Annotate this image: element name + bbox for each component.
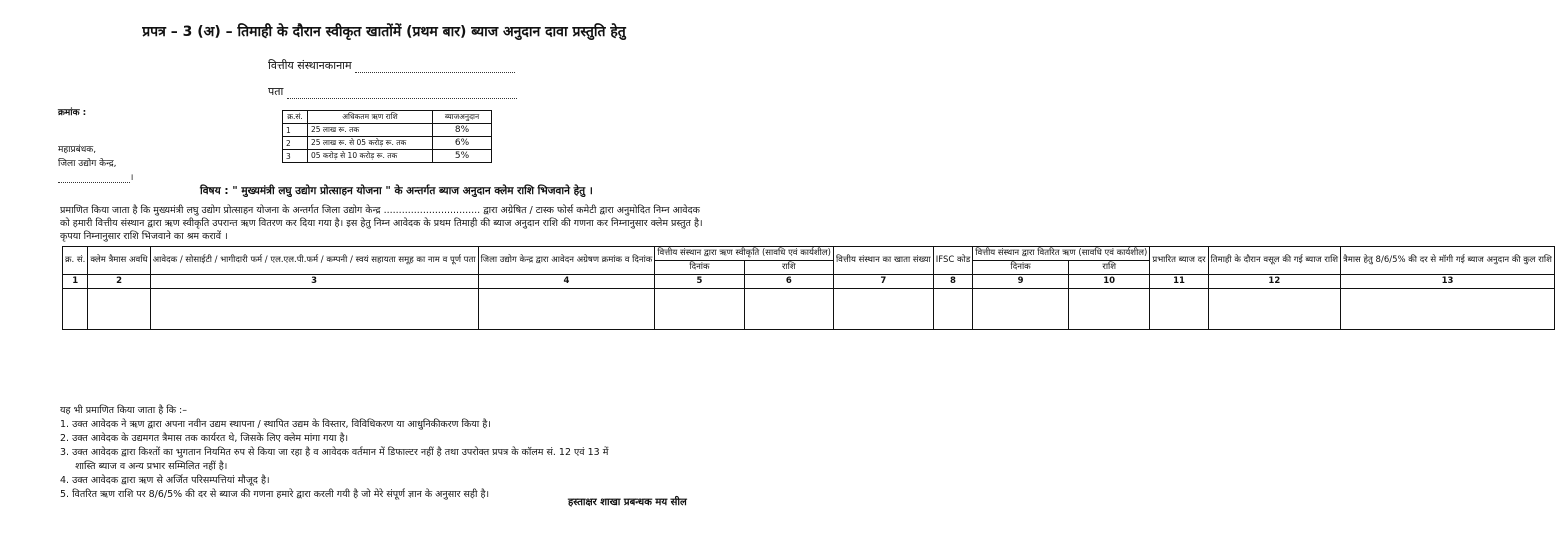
column-number: 1 [63, 275, 88, 289]
entry-cell[interactable] [1150, 289, 1208, 330]
col-header-ifsc: IFSC कोड [933, 247, 973, 275]
institution-label: वित्तीय संस्थानकानाम [268, 59, 352, 72]
entry-cell[interactable] [88, 289, 150, 330]
subheader-disbursed-date: दिनांक [973, 261, 1069, 275]
institution-name-line [268, 58, 515, 73]
entry-cell[interactable] [933, 289, 973, 330]
table-row [63, 289, 1555, 330]
note-item: 4. उक्त आवेदक द्वारा ऋण से अर्जित परिसम्पत्तियां मौजूद है। [60, 475, 270, 486]
note-item: 2. उक्त आवेदक के उद्यमगत त्रैमास तक कार्यरत थे, जिसके लिए क्लेम मांगा गया है। [60, 433, 349, 444]
subject-line: विषय : " मुख्यमंत्री लघु उद्योग प्रोत्साहन योजना " के अन्तर्गत ब्याज अनुदान क्लेम राशि भिजवाने हेतु । [200, 185, 593, 197]
rate-table-row [283, 150, 492, 163]
form-title: प्रपत्र – 3 (अ) – तिमाही के दौरान स्वीकृत खातोंमें (प्रथम बार) ब्याज अनुदान दावा प्रस्तुति हेतु [142, 24, 626, 40]
entry-cell[interactable] [478, 289, 655, 330]
rate-cell: 2 [283, 137, 308, 150]
subheader-sanction-date: दिनांक [655, 261, 744, 275]
col-header-subsidy-claimed: त्रैमास हेतु 8/6/5% की दर से मॉगी गई ब्याज अनुदान की कुल राशि [1341, 247, 1555, 275]
institution-blank[interactable] [355, 72, 515, 73]
signature-label: हस्ताक्षर शाखा प्रबन्धक मय सील [568, 497, 687, 508]
entry-cell[interactable] [150, 289, 478, 330]
col-header-claim-period: क्लेम त्रैमास अवधि [88, 247, 150, 275]
claim-table [62, 246, 1555, 330]
column-number: 9 [973, 275, 1069, 289]
column-number: 8 [933, 275, 973, 289]
addressee-blank[interactable] [58, 182, 130, 183]
column-number: 11 [1150, 275, 1208, 289]
col-header-sno: क्र. सं. [63, 247, 88, 275]
entry-cell[interactable] [1341, 289, 1555, 330]
col-header-loan-disbursed: वित्तीय संस्थान द्वारा वितरित ऋण (सावधि एवं कार्यशील) [973, 247, 1150, 261]
addressee-line-1: महाप्रबंधक, [58, 145, 97, 155]
serial-label: क्रमांक : [58, 108, 87, 118]
subheader-disbursed-amount: राशि [1069, 261, 1150, 275]
note-item: 3. उक्त आवेदक द्वारा किश्तों का भुगतान नियमित रुप से किया जा रहा है व आवेदक वर्तमान में डिफाल्टर नहीं है तथा उपरोक्त प्रपत्र के कॉलम सं. 12 एवं 13 में [60, 447, 609, 458]
col-header-interest-rate: प्रभारित ब्याज दर [1150, 247, 1208, 275]
column-number: 7 [833, 275, 933, 289]
col-header-applicant: आवेदक / सोसाईटी / भागीदारी फर्म / एल.एल.पी.फर्म / कम्पनी / स्वयं सहायता समूह का नाम व पूर्ण पता [150, 247, 478, 275]
address-blank[interactable] [287, 98, 517, 99]
rate-cell: 8% [433, 124, 492, 137]
note-item: 1. उक्त आवेदक ने ऋण द्वारा अपना नवीन उद्यम स्थापना / स्थापित उद्यम के विस्तार, विविधिकरण या आधुनिकीकरण किया है। [60, 419, 491, 430]
column-number: 10 [1069, 275, 1150, 289]
rate-cell: 6% [433, 137, 492, 150]
rate-cell: 25 लाख रू. तक [308, 124, 433, 137]
column-number: 2 [88, 275, 150, 289]
column-number: 4 [478, 275, 655, 289]
note-item: 5. वितरित ऋण राशि पर 8/6/5% की दर से ब्याज की गणना हमारे द्वारा करली गयी है जो मेरे संपूर्ण ज्ञान के अनुसार सही है। [60, 489, 490, 500]
column-number: 12 [1208, 275, 1340, 289]
rate-cell: 1 [283, 124, 308, 137]
column-number: 3 [150, 275, 478, 289]
entry-cell[interactable] [655, 289, 744, 330]
rate-table-row [283, 137, 492, 150]
col-header-account-number: वित्तीय संस्थान का खाता संख्या [833, 247, 933, 275]
rate-cell: 5% [433, 150, 492, 163]
address-label: पता [268, 85, 284, 98]
certification-paragraph: प्रमाणित किया जाता है कि मुख्यमंत्री लघु उद्योग प्रोत्साहन योजना के अन्तर्गत जिला उद्योग केन्द्र ................................ द्वारा अग्रेषित / टास्क फोर्स कमेटी द्वारा अनुमोदित निम्न आवेदक को हमारी वित्तीय संस्थान द्वारा ऋण स्वीकृति उपरान्त ऋण वितरण कर दिया गया है। इस हेतु निम्न आवेदक के प्रथम तिमाही की ब्याज अनुदान राशि की गणना कर निम्नानुसार क्लेम प्रस्तुत है। कृपया निम्नानुसार राशि भिजवाने का श्रम करावें । [60, 205, 703, 242]
subheader-sanction-amount: राशि [744, 261, 833, 275]
rate-header-subsidy: ब्याजअनुदान [433, 111, 492, 124]
entry-cell[interactable] [744, 289, 833, 330]
entry-cell[interactable] [973, 289, 1069, 330]
column-number: 13 [1341, 275, 1555, 289]
entry-cell[interactable] [1069, 289, 1150, 330]
col-header-interest-recovered: तिमाही के दौरान वसूल की गई ब्याज राशि [1208, 247, 1340, 275]
entry-cell[interactable] [833, 289, 933, 330]
column-number: 6 [744, 275, 833, 289]
entry-cell[interactable] [1208, 289, 1340, 330]
rate-header-sno: क्र.सं. [283, 111, 308, 124]
rate-cell: 3 [283, 150, 308, 163]
addressee-line-2: जिला उद्योग केन्द्र, [58, 159, 117, 169]
claim-table-header [63, 247, 1555, 261]
rate-header-loan: अधिकतम ऋण राशि [308, 111, 433, 124]
address-line [268, 84, 517, 99]
note-item: शास्ति ब्याज व अन्य प्रभार सम्मिलित नहीं है। [60, 461, 228, 472]
rate-cell: 25 लाख रू. से 05 करोड़ रू. तक [308, 137, 433, 150]
column-number-row [63, 275, 1555, 289]
certification-notes [60, 404, 608, 502]
rate-table-row [283, 124, 492, 137]
notes-intro: यह भी प्रमाणित किया जाता है कि :– [60, 405, 187, 416]
rate-table-header [283, 111, 492, 124]
subsidy-rate-table [282, 110, 492, 163]
col-header-dic-forwarding: जिला उद्योग केन्द्र द्वारा आवेदन अग्रेषण क्रमांक व दिनांक [478, 247, 655, 275]
rate-cell: 05 करोड़ से 10 करोड़ रू. तक [308, 150, 433, 163]
column-number: 5 [655, 275, 744, 289]
entry-cell[interactable] [63, 289, 88, 330]
addressee-blank-line: । [58, 170, 133, 183]
col-header-loan-sanction: वित्तीय संस्थान द्वारा ऋण स्वीकृति (सावधि एवं कार्यशील) [655, 247, 834, 261]
